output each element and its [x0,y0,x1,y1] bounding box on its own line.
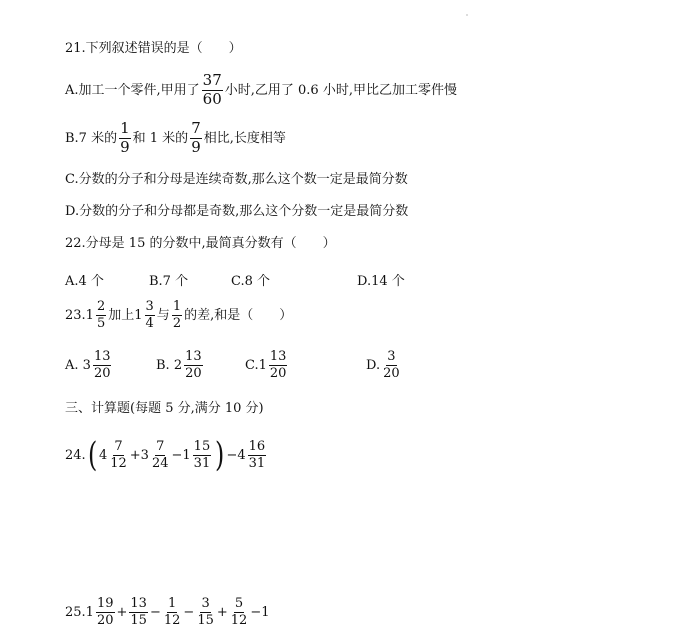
fraction: $\frac{1}{2}$ [172,299,182,331]
fraction: $\frac{13}{20}$ [93,349,111,381]
fraction: $\frac{13}{20}$ [185,349,202,381]
q21-b-prefix: B.7 米的 [65,130,118,146]
q21-a-prefix: A.加工一个零件,甲用了 [65,82,200,98]
q25-expression: 25.1 $\frac{19}{20}$ + $\frac{13}{15}$ − $\frac{1}{12}$ − $\frac{3}{15}$ + $\frac{5}{12}$ −1 [65,596,270,628]
q22-option-b[interactable]: B.7 个 [149,274,189,289]
fraction: $\frac{13}{20}$ [269,349,287,381]
q21-a-suffix: 小时,乙用了 0.6 小时,甲比乙加工零件慢 [224,82,457,98]
q21-option-d[interactable]: D.分数的分子和分母都是奇数,那么这个分数一定是最简分数 [65,204,409,219]
q23-option-a[interactable]: A. 3 $\frac{13}{20}$ [65,349,111,381]
fraction: $\frac{1}{12}$ [163,596,181,628]
fraction: $\frac{2}{5}$ [96,299,106,331]
fraction: $\frac{5}{12}$ [230,596,248,628]
fraction: $\frac{3}{15}$ [197,596,214,628]
q21-option-b[interactable] [65,121,286,156]
q24-expression: 24. ( 4 $\frac{7}{12}$ +3 $\frac{7}{24}$ −1 $\frac{15}{31}$ ) −4 $\frac{16}{31}$ [65,435,266,475]
fraction: $\frac{3}{20}$ [383,349,400,381]
section-heading: 三、计算题(每题 5 分,满分 10 分) [65,401,264,416]
fraction: $\frac{19}{20}$ [96,596,114,628]
q21-b-suffix: 相比,长度相等 [203,130,286,146]
q23-option-d[interactable]: D. $\frac{3}{20}$ [366,349,400,381]
q22-option-d[interactable]: D.14 个 [357,274,405,289]
fraction: $\frac{13}{15}$ [130,596,147,628]
fraction: $\frac{7}{9}$ [191,119,201,156]
fraction: $\frac{7}{24}$ [151,438,169,471]
right-paren: ) [215,435,225,475]
q21-option-c[interactable]: C.分数的分子和分母是连续奇数,那么这个数一定是最简分数 [65,172,408,187]
left-paren: ( [87,435,97,475]
q23-stem: 23.1 $\frac{2}{5}$ 加上1 $\frac{3}{4}$ 与 $\frac{1}{2}$ 的差,和是（ ） [65,299,293,331]
fraction: $\frac{15}{31}$ [193,438,211,471]
q23-option-b[interactable]: B. 2 $\frac{13}{20}$ [156,349,202,381]
fraction: $\frac{7}{12}$ [110,438,127,471]
fraction: $\frac{3}{4}$ [145,299,154,331]
scan-dot [466,14,468,16]
q22-option-c[interactable]: C.8 个 [231,274,271,289]
q21-option-a[interactable] [65,73,457,108]
fraction: $\frac{37}{60}$ [202,71,222,108]
q21-stem: 21.下列叙述错误的是（ ） [65,41,242,56]
q21-b-mid: 和 1 米的 [132,130,189,146]
q23-option-c[interactable]: C.1 $\frac{13}{20}$ [245,349,287,381]
fraction: $\frac{1}{9}$ [120,119,130,156]
fraction: $\frac{16}{31}$ [248,438,266,471]
q22-option-a[interactable]: A.4 个 [65,274,104,289]
q22-stem: 22.分母是 15 的分数中,最简真分数有（ ） [65,236,336,251]
